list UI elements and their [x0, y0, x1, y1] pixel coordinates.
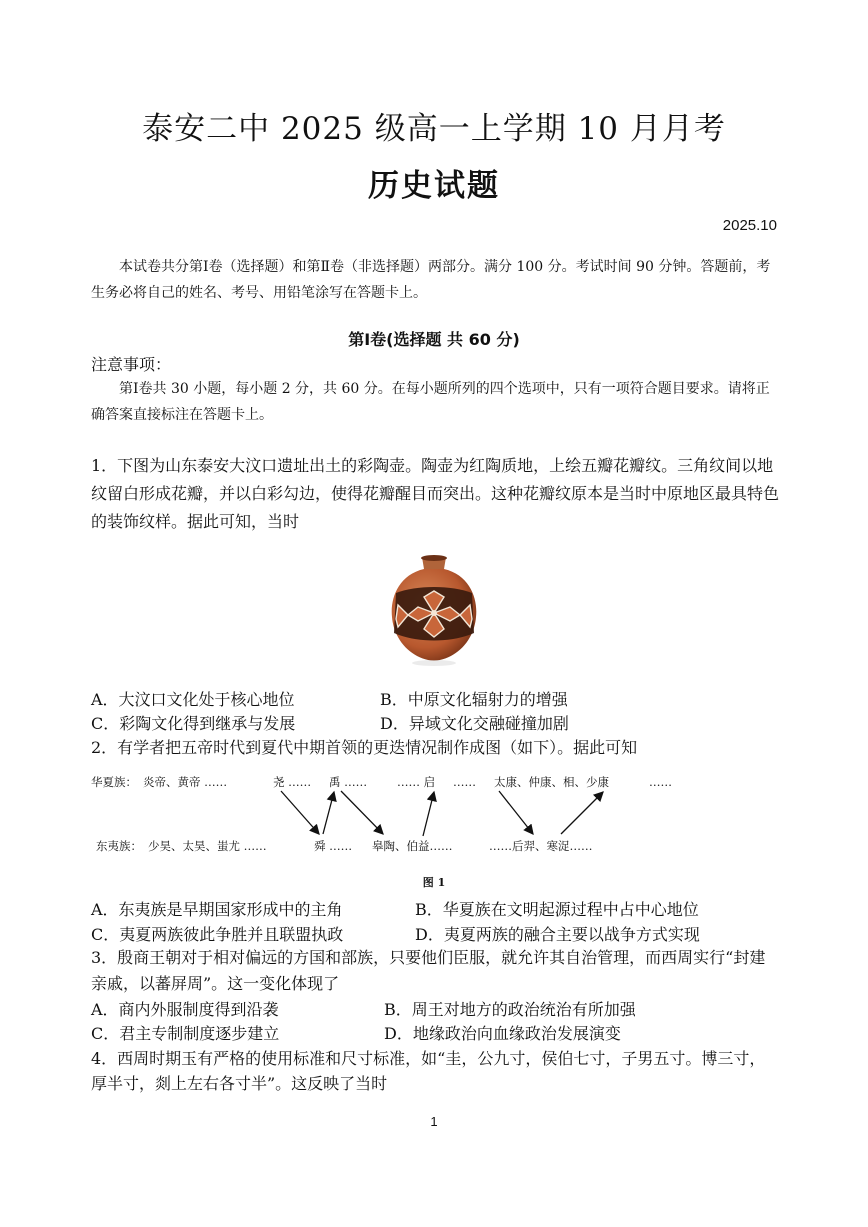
question-2-stem: 2．有学者把五帝时代到夏代中期首领的更迭情况制作成图（如下）。据此可知 — [91, 738, 638, 757]
row1-label: 华夏族： — [91, 775, 137, 789]
question-3-stem: 3．殷商王朝对于相对偏远的方国和部族，只要他们臣服，就允许其自治管理，而西周实行“封建亲戚，以蕃屏周”。这一变化体现了 — [91, 948, 766, 993]
arrow-boyi-qi — [423, 792, 434, 836]
figure-caption: 图 1 — [422, 876, 446, 889]
q1-option-d[interactable]: D．异域文化交融碰撞加剧 — [380, 714, 569, 733]
exam-date: 2025.10 — [722, 217, 777, 234]
question-4-stem: 4．西周时期玉有严格的使用标准和尺寸标准，如“圭，公九寸，侯伯七寸，子男五寸。博三寸，厚半寸，剡上左右各寸半”。这反映了当时 — [91, 1049, 766, 1093]
row2-item-4: ……后羿、寒浞…… — [489, 839, 593, 853]
arrow-yao-shun — [281, 791, 319, 834]
notes-heading: 注意事项： — [91, 355, 172, 374]
subject-title: 历史试题 — [368, 168, 500, 204]
q2-option-c[interactable]: C．夷夏两族彼此争胜并且联盟执政 — [91, 925, 344, 944]
painted-pottery-jar-image — [388, 553, 480, 673]
arrow-yu-gaoyao — [341, 791, 383, 834]
arrow-shun-yu — [323, 792, 334, 834]
q3-option-a[interactable]: A．商内外服制度得到沿袭 — [91, 1000, 279, 1019]
arrow-taikang-houyi — [499, 791, 533, 834]
row2-item-2: 舜 …… — [314, 839, 353, 853]
q3-option-b[interactable]: B．周王对地方的政治统治有所加强 — [384, 1000, 636, 1019]
row1-item-5: …… — [453, 775, 476, 789]
q3-option-d[interactable]: D．地缘政治向血缘政治发展演变 — [384, 1024, 621, 1043]
section-title: 第Ⅰ卷(选择题 共 60 分) — [348, 330, 520, 349]
q1-option-a[interactable]: A．大汶口文化处于核心地位 — [91, 690, 295, 709]
row2-label: 东夷族： — [96, 839, 142, 853]
row2-item-3: 皋陶、伯益…… — [372, 839, 453, 853]
page-number: 1 — [430, 1114, 438, 1129]
question-1-stem: 1．下图为山东泰安大汶口遗址出土的彩陶壶。陶壶为红陶质地，上绘五瓣花瓣纹。三角纹间以地纹留白形成花瓣，并以白彩勾边，使得花瓣醒目而突出。这种花瓣纹原本是当时中原地区最具特色的装饰纹样。据此可知，当时 — [91, 456, 780, 531]
succession-diagram — [91, 768, 691, 872]
notes-text: 第Ⅰ卷共 30 小题，每小题 2 分，共 60 分。在每小题所列的四个选项中，只有一项符合题目要求。请将正确答案直接标注在答题卡上。 — [91, 381, 770, 423]
exam-instructions: 本试卷共分第Ⅰ卷（选择题）和第Ⅱ卷（非选择题）两部分。满分 100 分。考试时间 90 分钟。答题前，考生务必将自己的姓名、考号、用铅笔涂写在答题卡上。 — [91, 259, 771, 301]
q2-option-b[interactable]: B．华夏族在文明起源过程中占中心地位 — [415, 900, 699, 919]
q2-option-d[interactable]: D．夷夏两族的融合主要以战争方式实现 — [415, 925, 700, 944]
arrow-hanzhuo-shaokang — [561, 792, 603, 834]
exam-title: 泰安二中 2025 级高一上学期 10 月月考 — [142, 111, 726, 147]
row1-item-1: 炎帝、黄帝 …… — [143, 775, 228, 789]
row2-item-1: 少昊、太昊、蚩尤 …… — [148, 839, 267, 853]
q3-option-c[interactable]: C．君主专制制度逐步建立 — [91, 1024, 280, 1043]
q2-option-a[interactable]: A．东夷族是早期国家形成中的主角 — [91, 900, 343, 919]
q1-option-c[interactable]: C．彩陶文化得到继承与发展 — [91, 714, 296, 733]
row1-item-6: 太康、仲康、相、少康 — [494, 775, 609, 789]
row1-item-2: 尧 …… — [273, 775, 312, 789]
row1-item-3: 禹 …… — [329, 775, 368, 789]
row1-item-4: …… 启 — [397, 775, 436, 789]
row1-item-7: …… — [649, 775, 672, 789]
q1-option-b[interactable]: B．中原文化辐射力的增强 — [380, 690, 568, 709]
